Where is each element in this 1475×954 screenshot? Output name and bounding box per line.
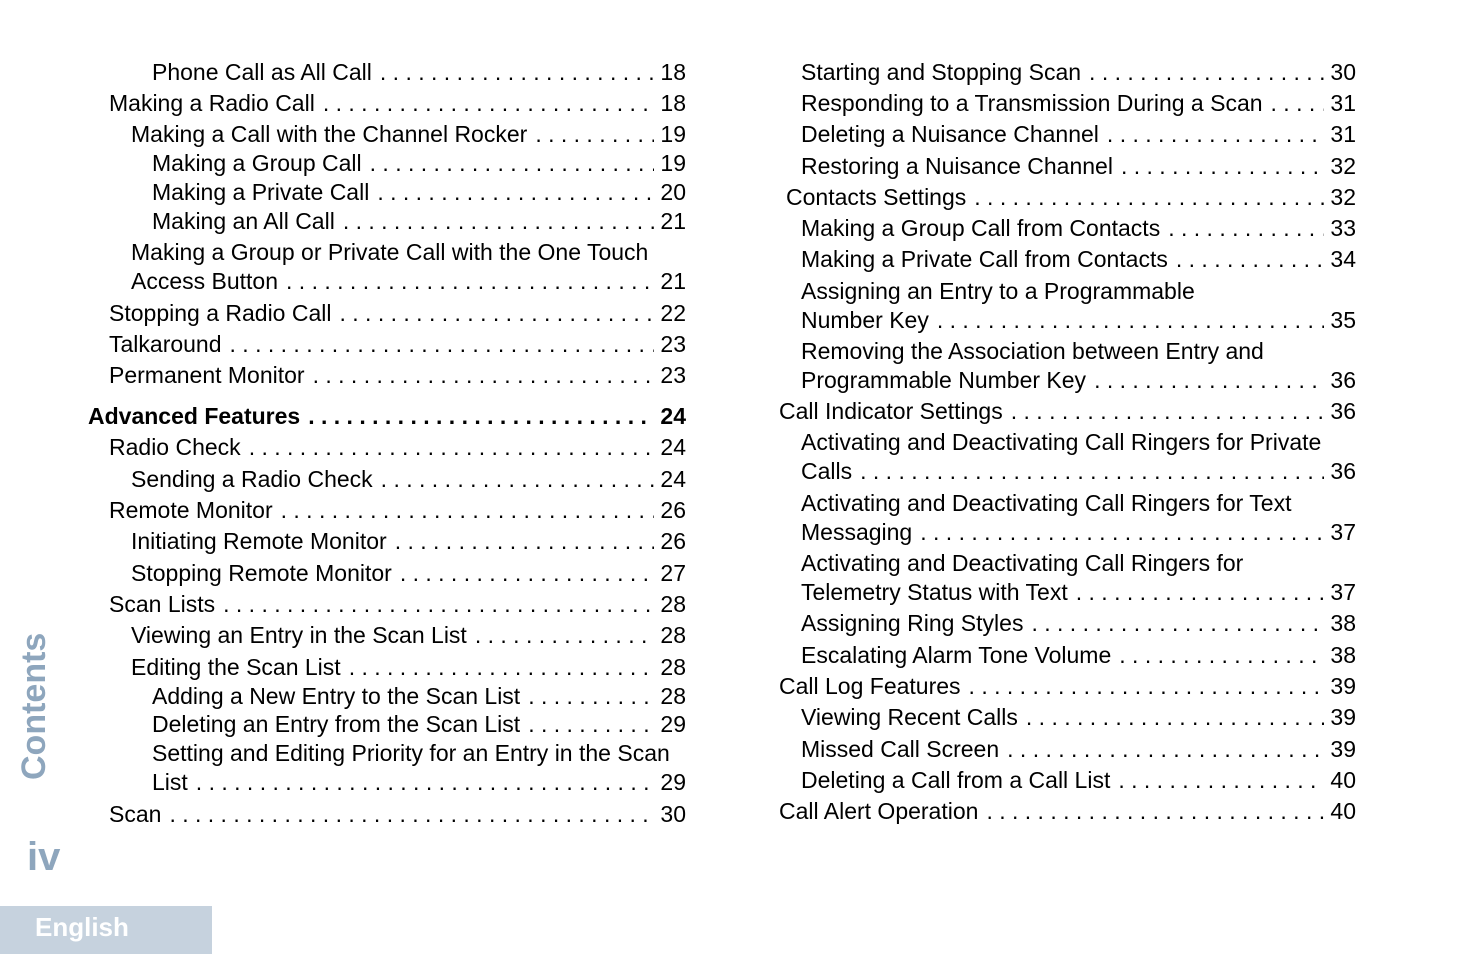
toc-entry[interactable] (801, 58, 1356, 87)
toc-entry-line (152, 207, 686, 236)
toc-page-number: 23 (660, 331, 686, 357)
toc-entry-line (779, 797, 1356, 826)
toc-entry[interactable] (152, 710, 686, 739)
toc-dot-leader (1007, 735, 1324, 763)
toc-entry-line (801, 703, 1356, 732)
toc-page-number: 39 (1330, 673, 1356, 699)
toc-entry[interactable] (152, 178, 686, 207)
toc-entry-line (801, 245, 1356, 274)
toc-page-number: 28 (660, 622, 686, 648)
toc-dot-leader (1118, 766, 1324, 794)
toc-page-number: 18 (660, 90, 686, 116)
toc-entry[interactable] (88, 402, 686, 431)
toc-entry-line (109, 496, 686, 525)
toc-dot-leader (230, 330, 655, 358)
toc-entry-line (88, 402, 686, 431)
toc-entry[interactable] (109, 496, 686, 525)
toc-dot-leader (1121, 152, 1324, 180)
toc-entry-line (801, 735, 1356, 764)
toc-entry[interactable] (801, 735, 1356, 764)
toc-entry-line (131, 120, 686, 149)
toc-entry-title: Initiating Remote Monitor (131, 528, 387, 554)
toc-page-number: 29 (660, 711, 686, 737)
toc-entry-line (152, 710, 686, 739)
toc-entry-title: Stopping Remote Monitor (131, 560, 392, 586)
toc-dot-leader (1076, 578, 1325, 606)
toc-entry-line (801, 641, 1356, 670)
toc-entry[interactable] (801, 766, 1356, 795)
toc-entry-title: Adding a New Entry to the Scan List (152, 683, 521, 709)
toc-dot-leader (528, 682, 654, 710)
toc-dot-leader (395, 527, 655, 555)
toc-entry-title: Permanent Monitor (109, 362, 305, 388)
toc-dot-leader (381, 465, 655, 493)
toc-page-number: 20 (660, 179, 686, 205)
toc-page-number: 34 (1330, 246, 1356, 272)
toc-page-number: 40 (1330, 767, 1356, 793)
toc-entry-title: Deleting a Call from a Call List (801, 767, 1111, 793)
toc-page-number: 32 (1330, 184, 1356, 210)
toc-entry-line (131, 267, 686, 296)
toc-entry-title: Phone Call as All Call (152, 59, 372, 85)
toc-entry-line (152, 58, 686, 87)
toc-entry-line (152, 149, 686, 178)
toc-dot-leader (380, 58, 655, 86)
toc-dot-leader (1026, 703, 1325, 731)
toc-entry-title: Missed Call Screen (801, 736, 1000, 762)
toc-entry-title: Advanced Features (88, 403, 301, 429)
toc-entry-line (131, 527, 686, 556)
toc-entry-line (109, 89, 686, 118)
toc-entry[interactable] (779, 797, 1356, 826)
toc-entry-title: Activating and Deactivating Call Ringers for (801, 550, 1244, 576)
toc-dot-leader (1031, 609, 1324, 637)
toc-page-number: 36 (1330, 398, 1356, 424)
toc-entry-line (801, 578, 1356, 607)
toc-dot-leader (1094, 366, 1324, 394)
toc-dot-leader (974, 183, 1324, 211)
toc-page-number: 26 (660, 497, 686, 523)
toc-entry[interactable] (801, 641, 1356, 670)
toc-entry-title: Viewing an Entry in the Scan List (131, 622, 467, 648)
toc-dot-leader (370, 149, 655, 177)
toc-entry[interactable] (801, 703, 1356, 732)
toc-entry-line (801, 518, 1356, 547)
toc-entry-line (801, 549, 1356, 578)
toc-entry-title: Activating and Deactivating Call Ringers for Text (801, 490, 1292, 516)
toc-page-number: 33 (1330, 215, 1356, 241)
toc-entry-title: Making a Private Call from Contacts (801, 246, 1168, 272)
toc-dot-leader (223, 590, 654, 618)
toc-page-number: 23 (660, 362, 686, 388)
toc-entry-title: Access Button (131, 268, 279, 294)
toc-entry[interactable] (801, 120, 1356, 149)
section-side-label: Contents (15, 632, 53, 780)
toc-entry-title: Making a Group Call from Contacts (801, 215, 1161, 241)
toc-entry-line (801, 489, 1356, 518)
toc-page-number: 22 (660, 300, 686, 326)
toc-entry-title: List (152, 769, 188, 795)
toc-entry[interactable] (131, 465, 686, 494)
toc-entry-title: Activating and Deactivating Call Ringers for Private (801, 429, 1322, 455)
toc-dot-leader (323, 89, 655, 117)
toc-dot-leader (1176, 245, 1325, 273)
toc-entry[interactable] (152, 682, 686, 711)
toc-dot-leader (339, 299, 654, 327)
toc-page-number: 38 (1330, 642, 1356, 668)
toc-entry-title: Deleting a Nuisance Channel (801, 121, 1099, 147)
toc-dot-leader (1089, 58, 1324, 86)
toc-entry-line (131, 621, 686, 650)
toc-entry-line (152, 768, 686, 797)
toc-page-number: 32 (1330, 153, 1356, 179)
toc-entry[interactable] (131, 238, 686, 296)
toc-dot-leader (860, 457, 1324, 485)
toc-page-number: 31 (1330, 121, 1356, 147)
toc-page-number: 28 (660, 654, 686, 680)
toc-entry-title: Deleting an Entry from the Scan List (152, 711, 521, 737)
toc-entry-title: Messaging (801, 519, 913, 545)
toc-entry-title: Number Key (801, 307, 929, 333)
toc-entry-line (801, 277, 1356, 306)
toc-entry[interactable] (131, 559, 686, 588)
toc-entry[interactable] (152, 207, 686, 236)
toc-dot-leader (1271, 89, 1325, 117)
toc-entry[interactable] (801, 152, 1356, 181)
toc-entry-title: Call Indicator Settings (779, 398, 1003, 424)
toc-page-number: 37 (1330, 579, 1356, 605)
toc-page-number: 36 (1330, 367, 1356, 393)
toc-page-number: 18 (660, 59, 686, 85)
toc-dot-leader (937, 306, 1325, 334)
toc-entry[interactable] (801, 428, 1356, 486)
toc-page-number: 24 (660, 403, 686, 429)
toc-page-number: 28 (660, 591, 686, 617)
toc-entry-line (801, 609, 1356, 638)
toc-entry-line (801, 89, 1356, 118)
toc-entry[interactable] (131, 120, 686, 149)
toc-dot-leader (169, 800, 654, 828)
toc-entry-line (152, 178, 686, 207)
toc-entry-line (801, 120, 1356, 149)
toc-entry[interactable] (801, 549, 1356, 607)
toc-page-number: 30 (1330, 59, 1356, 85)
toc-entry-title: Starting and Stopping Scan (801, 59, 1082, 85)
toc-entry-title: Restoring a Nuisance Channel (801, 153, 1113, 179)
toc-entry-title: Call Alert Operation (779, 798, 979, 824)
toc-dot-leader (920, 518, 1324, 546)
toc-entry[interactable] (109, 590, 686, 619)
toc-entry-line (109, 800, 686, 829)
toc-entry[interactable] (801, 89, 1356, 118)
toc-entry-line (152, 682, 686, 711)
toc-entry[interactable] (801, 337, 1356, 395)
toc-entry[interactable] (786, 183, 1356, 212)
toc-dot-leader (400, 559, 655, 587)
toc-dot-leader (343, 207, 655, 235)
toc-entry-title: Making a Call with the Channel Rocker (131, 121, 528, 147)
toc-entry-line (109, 330, 686, 359)
toc-dot-leader (1107, 120, 1324, 148)
toc-page-number: 24 (660, 434, 686, 460)
toc-entry[interactable] (109, 330, 686, 359)
toc-dot-leader (969, 672, 1325, 700)
toc-entry[interactable] (801, 214, 1356, 243)
page-number: iv (27, 835, 61, 879)
toc-entry-line (801, 152, 1356, 181)
toc-entry-title: Contacts Settings (786, 184, 967, 210)
toc-page-number: 21 (660, 208, 686, 234)
toc-entry[interactable] (131, 653, 686, 682)
toc-page-number: 19 (660, 150, 686, 176)
toc-dot-leader (475, 621, 655, 649)
toc-page-number: 40 (1330, 798, 1356, 824)
toc-entry[interactable] (131, 621, 686, 650)
toc-dot-leader (308, 402, 654, 430)
toc-entry-line (109, 433, 686, 462)
toc-entry-title: Making a Group Call (152, 150, 362, 176)
toc-entry-line (109, 361, 686, 390)
toc-entry-title: Setting and Editing Priority for an Entry in the Scan (152, 740, 670, 766)
toc-entry[interactable] (109, 800, 686, 829)
toc-dot-leader (986, 797, 1324, 825)
toc-entry-title: Removing the Association between Entry and (801, 338, 1264, 364)
toc-page-number: 28 (660, 683, 686, 709)
toc-page-number: 19 (660, 121, 686, 147)
toc-entry-line (109, 590, 686, 619)
toc-entry-line (801, 214, 1356, 243)
language-tab-label: English (35, 912, 129, 942)
toc-entry-line (801, 306, 1356, 335)
toc-dot-leader (196, 768, 655, 796)
toc-entry-title: Making an All Call (152, 208, 335, 234)
toc-entry[interactable] (801, 277, 1356, 335)
toc-dot-leader (1011, 397, 1325, 425)
toc-dot-leader (1168, 214, 1324, 242)
toc-entry-title: Telemetry Status with Text (801, 579, 1068, 605)
toc-entry-line (801, 58, 1356, 87)
toc-entry-line (152, 739, 686, 768)
toc-entry-title: Assigning Ring Styles (801, 610, 1024, 636)
toc-entry[interactable] (779, 397, 1356, 426)
toc-entry-line (131, 559, 686, 588)
toc-entry-line (131, 238, 686, 267)
toc-entry-title: Editing the Scan List (131, 654, 341, 680)
toc-dot-leader (249, 433, 655, 461)
toc-entry[interactable] (109, 299, 686, 328)
toc-page-number: 35 (1330, 307, 1356, 333)
toc-page-number: 37 (1330, 519, 1356, 545)
toc-entry-title: Programmable Number Key (801, 367, 1087, 393)
toc-entry-line (801, 766, 1356, 795)
toc-entry[interactable] (779, 672, 1356, 701)
toc-page-number: 39 (1330, 704, 1356, 730)
toc-entry-title: Calls (801, 458, 853, 484)
toc-entry[interactable] (131, 527, 686, 556)
toc-entry[interactable] (801, 245, 1356, 274)
toc-entry-line (131, 465, 686, 494)
toc-entry-line (786, 183, 1356, 212)
toc-page-number: 38 (1330, 610, 1356, 636)
toc-page-number: 36 (1330, 458, 1356, 484)
toc-dot-leader (313, 361, 655, 389)
toc-page-number: 24 (660, 466, 686, 492)
toc-entry[interactable] (801, 489, 1356, 547)
toc-entry-line (779, 397, 1356, 426)
toc-dot-leader (535, 120, 654, 148)
toc-dot-leader (281, 496, 655, 524)
toc-entry-title: Making a Group or Private Call with the One Touch (131, 239, 649, 265)
toc-entry[interactable] (152, 739, 686, 797)
toc-dot-leader (377, 178, 654, 206)
toc-entry-title: Sending a Radio Check (131, 466, 373, 492)
toc-entry-title: Scan Lists (109, 591, 216, 617)
toc-page-number: 26 (660, 528, 686, 554)
toc-page-number: 39 (1330, 736, 1356, 762)
toc-entry[interactable] (152, 149, 686, 178)
toc-page-number: 29 (660, 769, 686, 795)
toc-entry-line (779, 672, 1356, 701)
toc-entry-line (801, 457, 1356, 486)
toc-entry-title: Escalating Alarm Tone Volume (801, 642, 1112, 668)
toc-page-number: 27 (660, 560, 686, 586)
toc-entry-line (109, 299, 686, 328)
toc-dot-leader (1119, 641, 1324, 669)
toc-entry[interactable] (109, 361, 686, 390)
toc-entry-line (131, 653, 686, 682)
toc-page-number: 31 (1330, 90, 1356, 116)
toc-page-number: 21 (660, 268, 686, 294)
toc-dot-leader (528, 710, 654, 738)
toc-entry-title: Stopping a Radio Call (109, 300, 332, 326)
toc-entry-title: Making a Private Call (152, 179, 370, 205)
toc-dot-leader (286, 267, 654, 295)
toc-entry-title: Assigning an Entry to a Programmable (801, 278, 1195, 304)
toc-entry-title: Making a Radio Call (109, 90, 315, 116)
toc-entry-line (801, 337, 1356, 366)
toc-entry[interactable] (109, 89, 686, 118)
toc-entry-line (801, 428, 1356, 457)
toc-entry-line (801, 366, 1356, 395)
toc-page-number: 30 (660, 801, 686, 827)
toc-entry-title: Scan (109, 801, 162, 827)
toc-entry-title: Viewing Recent Calls (801, 704, 1018, 730)
toc-entry-title: Remote Monitor (109, 497, 273, 523)
toc-entry-title: Call Log Features (779, 673, 961, 699)
toc-entry-title: Talkaround (109, 331, 222, 357)
toc-entry[interactable] (109, 433, 686, 462)
toc-entry[interactable] (152, 58, 686, 87)
toc-entry[interactable] (801, 609, 1356, 638)
toc-entry-title: Responding to a Transmission During a Scan (801, 90, 1263, 116)
toc-entry-title: Radio Check (109, 434, 241, 460)
toc-dot-leader (349, 653, 655, 681)
